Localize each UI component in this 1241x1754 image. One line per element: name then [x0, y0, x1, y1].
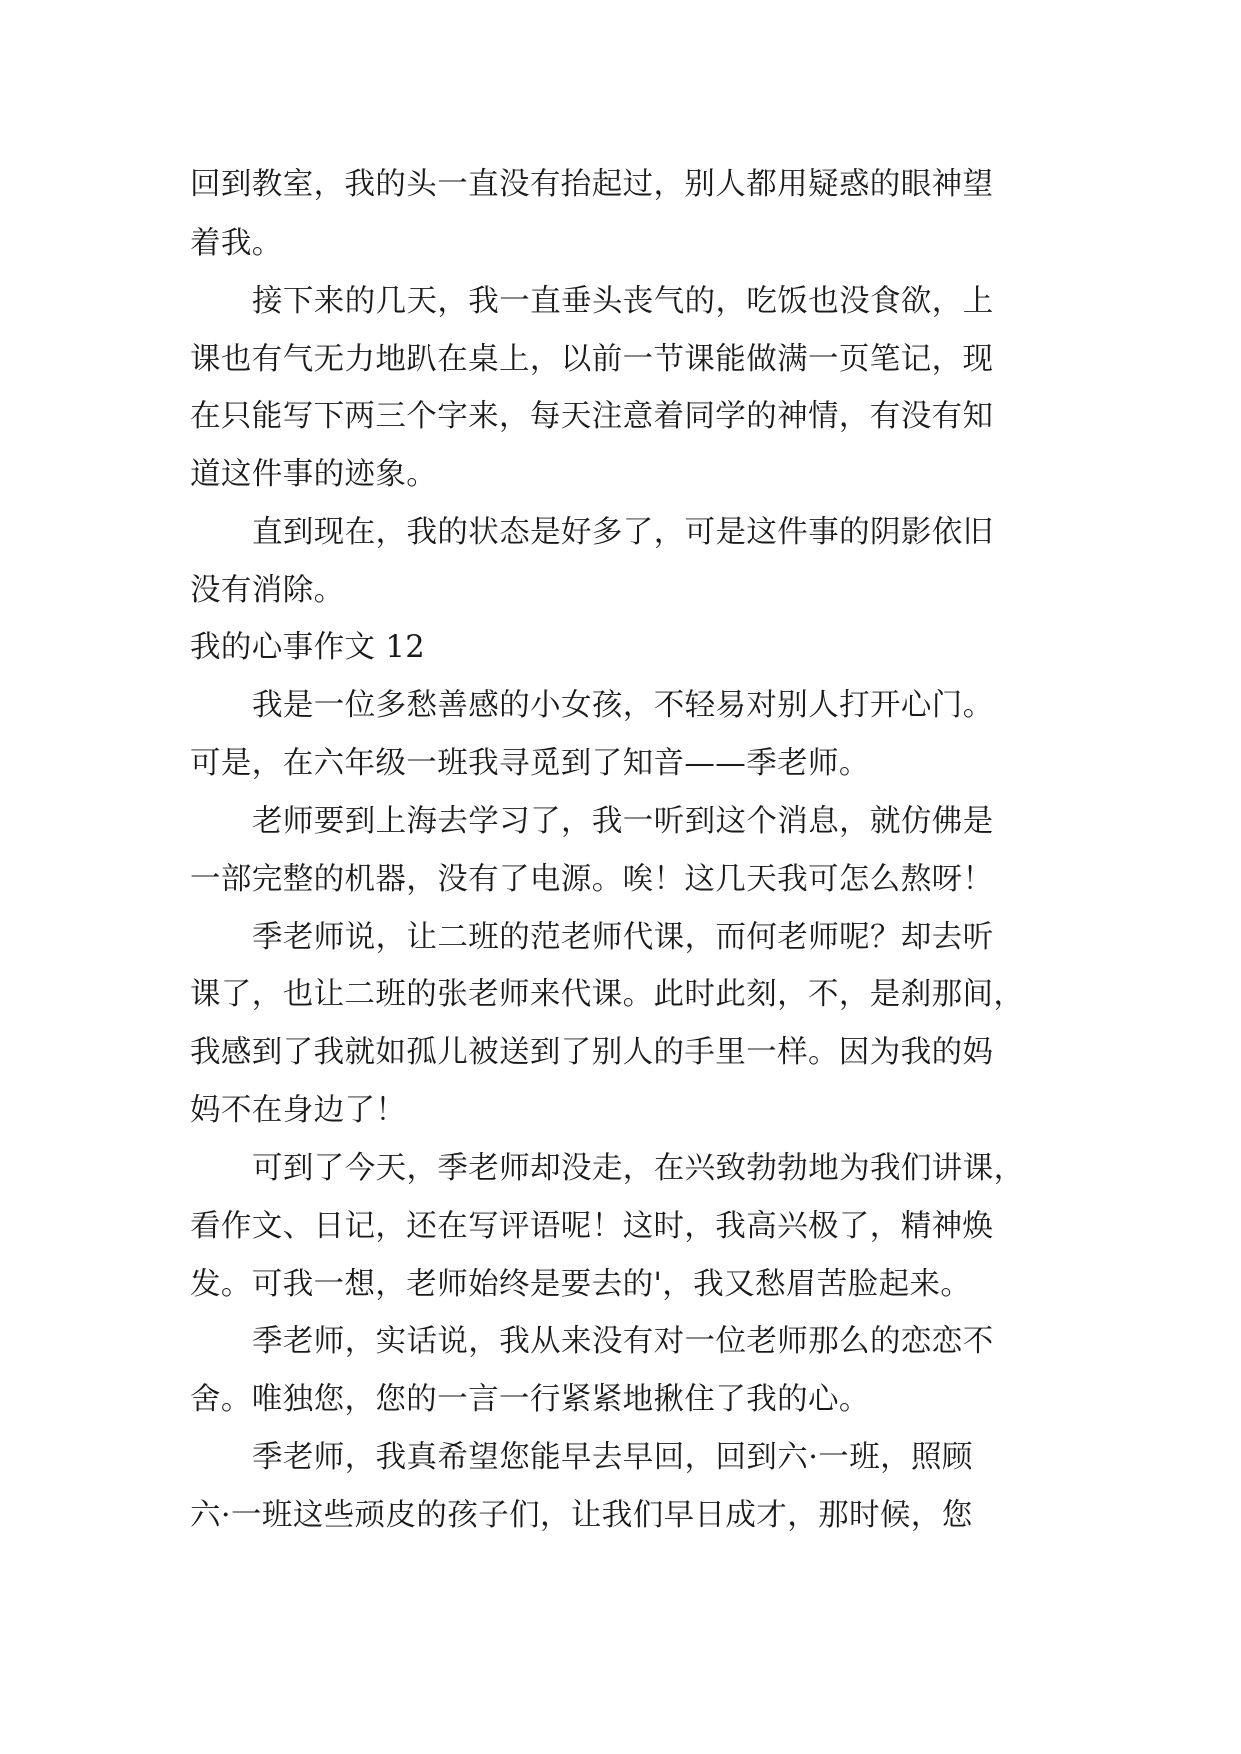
text-line: 道这件事的迹象。: [190, 457, 438, 492]
paragraph-first-line: 我是一位多愁善感的小女孩，不轻易对别人打开心门。: [252, 688, 994, 723]
text-line: 看作文、日记，还在写评语呢！这时，我高兴极了，精神焕: [190, 1209, 994, 1244]
text-line: 没有消除。: [190, 573, 345, 608]
paragraph-first-line: 直到现在，我的状态是好多了，可是这件事的阴影依旧: [252, 515, 994, 550]
text-line: 可是，在六年级一班我寻觅到了知音——季老师。: [190, 746, 870, 781]
paragraph-first-line: 季老师说，让二班的范老师代课，而何老师呢？却去听: [252, 920, 994, 955]
paragraph-first-line: 老师要到上海去学习了，我一听到这个消息，就仿佛是: [252, 804, 994, 839]
text-line: 一部完整的机器，没有了电源。唉！这几天我可怎么熬呀！: [190, 862, 994, 897]
text-line: 发。可我一想，老师始终是要去的'，我又愁眉苦脸起来。: [190, 1267, 972, 1302]
text-line: 着我。: [190, 226, 283, 261]
text-line: 课也有气无力地趴在桌上，以前一节课能做满一页笔记，现: [190, 342, 994, 377]
text-line: 妈不在身边了！: [190, 1093, 407, 1128]
text-line: 回到教室，我的头一直没有抬起过，别人都用疑惑的眼神望: [190, 167, 994, 202]
paragraph-first-line: 季老师，实话说，我从来没有对一位老师那么的恋恋不: [252, 1324, 994, 1359]
paragraph-first-line: 可到了今天，季老师却没走，在兴致勃勃地为我们讲课，: [252, 1151, 1025, 1186]
text-line: 我感到了我就如孤儿被送到了别人的手里一样。因为我的妈: [190, 1035, 994, 1070]
text-line: 舍。唯独您，您的一言一行紧紧地揪住了我的心。: [190, 1382, 870, 1417]
paragraph-first-line: 接下来的几天，我一直垂头丧气的，吃饭也没食欲，上: [252, 284, 994, 319]
text-line: 六·一班这些顽皮的孩子们，让我们早日成才，那时候，您: [190, 1498, 973, 1533]
section-title: 我的心事作文 12: [190, 630, 426, 665]
text-line: 在只能写下两三个字来，每天注意着同学的神情，有没有知: [190, 399, 994, 434]
text-line: 课了，也让二班的张老师来代课。此时此刻，不，是刹那间，: [190, 977, 1025, 1012]
paragraph-first-line: 季老师，我真希望您能早去早回，回到六·一班，照顾: [252, 1440, 973, 1475]
